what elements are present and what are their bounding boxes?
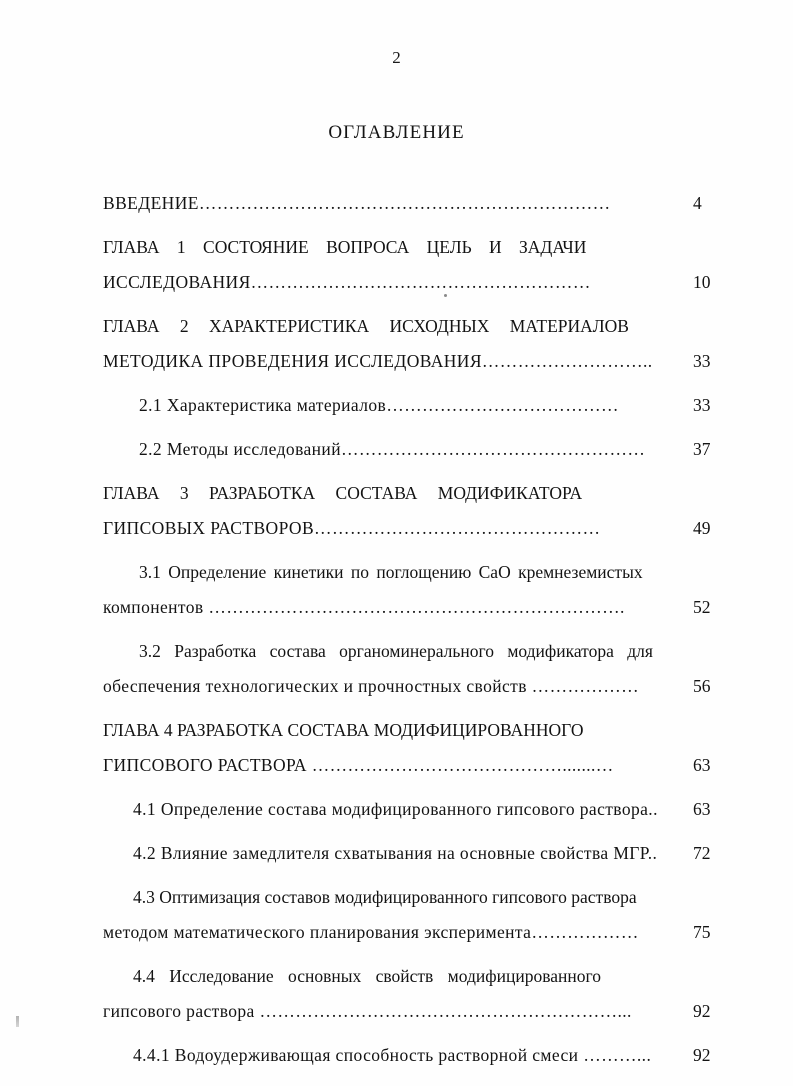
toc-entry-line-1: ГЛАВА 3 РАЗРАБОТКА СОСТАВА МОДИФИКАТОРА: [103, 483, 583, 503]
toc-entry-text: 2.1 Характеристика материалов…………………………………: [139, 395, 619, 415]
toc-entry-line-1: 3.2 Разработка состава органоминерального модификатора для: [139, 641, 653, 661]
scan-artifact-dot: [444, 294, 447, 297]
toc-entry-line-2: МЕТОДИКА ПРОВЕДЕНИЯ ИССЛЕДОВАНИЯ………………………..: [103, 351, 653, 371]
toc-entry-text: 4.1 Определение состава модифицированного гипсового раствора..: [133, 799, 658, 819]
toc-entry-page: 52: [693, 597, 711, 617]
toc-entry-line-2: ГИПСОВОГО РАСТВОРА …………………………………….......…: [103, 755, 614, 775]
toc-entry-sec-3-2[interactable]: [103, 634, 715, 704]
toc-entry-glava-2[interactable]: [103, 309, 715, 379]
toc-entry-page: 37: [693, 439, 711, 459]
toc-entry-vvedenie[interactable]: [103, 186, 715, 221]
toc-entry-line-1: 4.4 Исследование основных свойств модифицированного: [133, 966, 601, 986]
toc-entry-line-1: 3.1 Определение кинетики по поглощению СаО кремнеземистых: [139, 562, 643, 582]
toc-entry-text: 2.2 Методы исследований……………………………………………: [139, 439, 646, 459]
scan-artifact-edge-mark: [16, 1016, 19, 1027]
toc-entry-page: 33: [693, 351, 711, 371]
toc-entry-sec-4-4[interactable]: [103, 959, 715, 1029]
toc-entry-page: 63: [693, 755, 711, 775]
toc-entry-line-2: ИССЛЕДОВАНИЯ…………………………………………………: [103, 272, 591, 292]
toc-entry-glava-1[interactable]: [103, 230, 715, 300]
page-number-folio: 2: [392, 48, 401, 67]
toc-entry-line-2: ГИПСОВЫХ РАСТВОРОВ…………………………………………: [103, 518, 601, 538]
toc-entry-page: 4: [693, 193, 702, 213]
toc-entry-sec-2-1[interactable]: [103, 388, 715, 423]
toc-entry-page: 56: [693, 676, 711, 696]
toc-entry-sec-4-3[interactable]: [103, 880, 715, 950]
table-of-contents: [103, 186, 715, 1082]
toc-entry-line-1: ГЛАВА 4 РАЗРАБОТКА СОСТАВА МОДИФИЦИРОВАННОГО: [103, 720, 584, 740]
toc-entry-page: 72: [693, 843, 711, 863]
toc-entry-line-1: ГЛАВА 2 ХАРАКТЕРИСТИКА ИСХОДНЫХ МАТЕРИАЛОВ: [103, 316, 629, 336]
toc-entry-sec-3-1[interactable]: [103, 555, 715, 625]
toc-entry-page: 63: [693, 799, 711, 819]
toc-entry-line-1: ГЛАВА 1 СОСТОЯНИЕ ВОПРОСА ЦЕЛЬ И ЗАДАЧИ: [103, 237, 587, 257]
toc-entry-sec-2-2[interactable]: [103, 432, 715, 467]
page-title: ОГЛАВЛЕНИЕ: [328, 122, 465, 143]
toc-entry-text: ВВЕДЕНИЕ……………………………………………………………: [103, 193, 611, 213]
toc-entry-page: 92: [693, 1001, 711, 1021]
toc-entry-page: 92: [693, 1045, 711, 1065]
toc-entry-page: 49: [693, 518, 711, 538]
toc-entry-text: 4.2 Влияние замедлителя схватывания на основные свойства МГР..: [133, 843, 658, 863]
toc-entry-sec-4-1[interactable]: [103, 792, 715, 827]
toc-entry-sec-4-4-1[interactable]: [103, 1038, 715, 1073]
toc-entry-page: 75: [693, 922, 711, 942]
toc-entry-page: 10: [693, 272, 711, 292]
toc-entry-page: 33: [693, 395, 711, 415]
toc-entry-line-2: гипсового раствора ……………………………………………………...: [103, 1001, 632, 1021]
toc-entry-line-2: компонентов …………………………………………………………….: [103, 597, 625, 617]
toc-entry-line-1: 4.3 Оптимизация составов модифицированного гипсового раствора: [133, 887, 637, 907]
toc-entry-line-2: методом математического планирования эксперимента………………: [103, 922, 639, 942]
toc-entry-line-2: обеспечения технологических и прочностных свойств ………………: [103, 676, 640, 696]
toc-entry-sec-4-2[interactable]: [103, 836, 715, 871]
toc-entry-text: 4.4.1 Водоудерживающая способность растворной смеси ………...: [133, 1045, 652, 1065]
toc-entry-glava-3[interactable]: [103, 476, 715, 546]
toc-entry-glava-4[interactable]: [103, 713, 715, 783]
